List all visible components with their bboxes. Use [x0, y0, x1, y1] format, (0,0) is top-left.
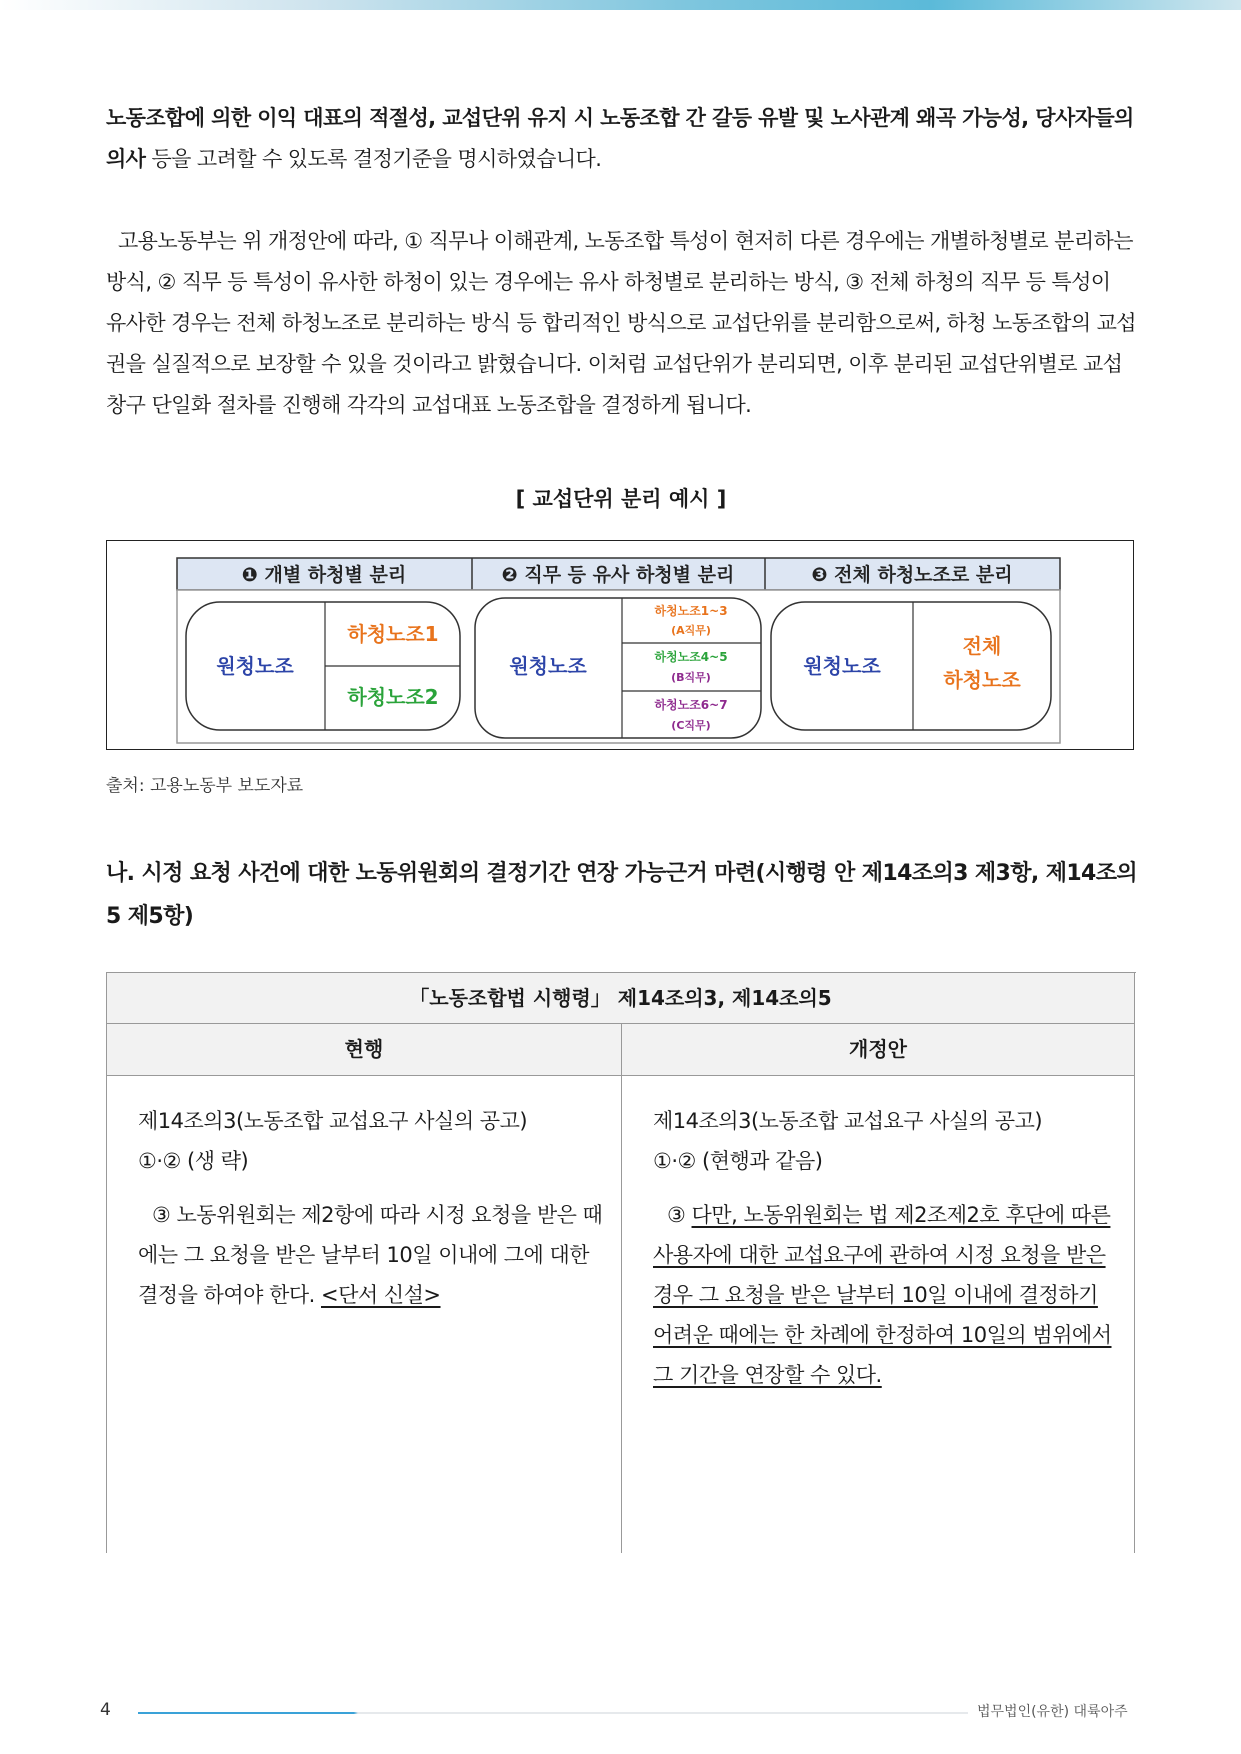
- panel-2-group-b: 하청노조4~5: [654, 650, 728, 664]
- panel-3-all-label: 전체: [962, 634, 1002, 658]
- cell-current: [138, 1101, 608, 1315]
- panel-1-sub-union-1: 하청노조1: [347, 622, 439, 646]
- panel-2-group-c: 하청노조6~7: [654, 698, 728, 712]
- header-label-3: ❸ 전체 하청노조로 분리: [811, 564, 1013, 586]
- amend-item-3-text: 다만, 노동위원회는 법 제2조제2호 후단에 따른 사용자에 대한 교섭요구에 관하여 시정 요청을 받은 경우 그 요청을 받은 날부터 10일 이내에 결정하기 어려운 때에는 한 차례에 한정하여 10일의 범위에서 그 기간을 연장할 수 있다.: [653, 1203, 1112, 1387]
- panel-2-group-a: 하청노조1~3: [654, 604, 728, 618]
- figure-frame: [106, 540, 1134, 750]
- table-caption: 「노동조합법 시행령」 제14조의3, 제14조의5: [106, 973, 1135, 1024]
- column-header-current: 현행: [106, 1024, 622, 1076]
- current-item-3-note: <단서 신설>: [321, 1283, 441, 1307]
- panel-1-prime-union: 원청노조: [216, 654, 294, 678]
- paragraph-1-normal: 등을 고려할 수 있도록 결정기준을 명시하였습니다.: [145, 147, 602, 171]
- column-header-amendment: 개정안: [621, 1024, 1135, 1076]
- paragraph-1-bold: 노동조합에 의한 이익 대표의 적절성, 교섭단위 유지 시 노동조합 간 갈등 유발 및 노사관계 왜곡 가능성, 당사자들의 의사: [106, 106, 1134, 171]
- table-border-left: [106, 1076, 107, 1553]
- page-number: 4: [100, 1700, 111, 1720]
- header-label-2: ❷ 직무 등 유사 하청별 분리: [501, 564, 735, 586]
- amend-items-1-2: ①·② (현행과 같음): [653, 1149, 823, 1173]
- figure-source: 출처: 고용노동부 보도자료: [106, 776, 304, 796]
- panel-2-job-c: (C직무): [671, 719, 711, 732]
- panel-2-job-a: (A직무): [671, 624, 711, 637]
- figure-title: [ 교섭단위 분리 예시 ]: [515, 487, 727, 511]
- panel-2-job-b: (B직무): [671, 671, 711, 684]
- panel-3-sub-union: 하청노조: [943, 668, 1021, 692]
- current-article-heading: 제14조의3(노동조합 교섭요구 사실의 공고): [138, 1109, 528, 1133]
- section-heading: 나. 시정 요청 사건에 대한 노동위원회의 결정기간 연장 가능근거 마련(시행령 안 제14조의3 제3항, 제14조의5 제5항): [106, 861, 1138, 929]
- panel-3-prime-union: 원청노조: [803, 654, 881, 678]
- comparison-table: [106, 972, 1136, 1553]
- amend-article-heading: 제14조의3(노동조합 교섭요구 사실의 공고): [653, 1109, 1043, 1133]
- current-item-3-text: ③ 노동위원회는 제2항에 따라 시정 요청을 받은 때에는 그 요청을 받은 날부터 10일 이내에 그에 대한 결정을 하여야 한다.: [138, 1203, 603, 1307]
- panel-2-prime-union: 원청노조: [509, 654, 587, 678]
- table-divider: [621, 1076, 622, 1553]
- header-label-1: ❶ 개별 하청별 분리: [241, 564, 407, 586]
- cell-amendment: [653, 1101, 1123, 1395]
- current-item-3: [138, 1195, 608, 1315]
- panel-1-sub-union-2: 하청노조2: [347, 685, 439, 709]
- footer-brand: 법무법인(유한) 대륙아주: [977, 1704, 1128, 1720]
- page-footer: [0, 1700, 1241, 1730]
- footer-line: [138, 1712, 968, 1714]
- amend-item-3-number: ③: [667, 1203, 692, 1227]
- table-border-right: [1134, 1076, 1135, 1553]
- current-items-1-2: ①·② (생 략): [138, 1149, 249, 1173]
- top-accent-bar: [0, 0, 1241, 10]
- paragraph-1: [106, 98, 1136, 180]
- paragraph-2: 고용노동부는 위 개정안에 따라, ① 직무나 이해관계, 노동조합 특성이 현저히 다른 경우에는 개별하청별로 분리하는 방식, ② 직무 등 특성이 유사한 하청이 있는 경우에는 유사 하청별로 분리하는 방식, ③ 전체 하청의 직무 등 특성이 유사한 경우는 전체 하청노조로 분리하는 방식 등 합리적인 방식으로 교섭단위를 분리함으로써, 하청 노동조합의 교섭권을 실질적으로 보장할 수 있을 것이라고 밝혔습니다. 이처럼 교섭단위가 분리되면, 이후 분리된 교섭단위별로 교섭창구 단일화 절차를 진행해 각각의 교섭대표 노동조합을 결정하게 됩니다.: [106, 229, 1136, 417]
- bargaining-unit-diagram: [107, 541, 1133, 749]
- amend-item-3: [653, 1195, 1123, 1395]
